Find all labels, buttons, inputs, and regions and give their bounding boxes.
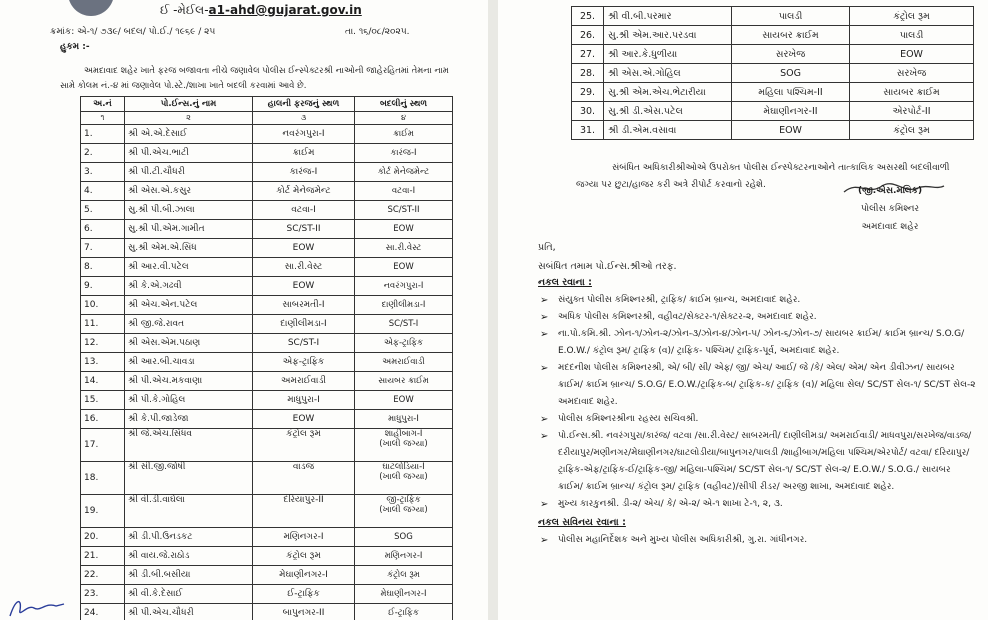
transfer-posting: સાયબર ક્રાઈમ	[850, 83, 974, 102]
transfer-place: વટવા-I	[391, 186, 416, 196]
current-posting: એફ-ટ્રાફિક	[253, 353, 355, 372]
handwritten-signature	[6, 596, 66, 620]
row-number: 21.	[81, 547, 125, 566]
current-posting: EOW	[253, 410, 355, 429]
transfer-place: એફ-ટ્રાફિક	[383, 338, 424, 348]
copy-recipient-text: પોલીસ મહાનિર્દેશક અને મુખ્ય પોલીસ અધિકારીશ્રી, ગુ.રા. ગાંધીનગર.	[558, 535, 808, 545]
table-row	[81, 296, 453, 315]
table-row	[81, 353, 453, 372]
officer-name: શ્રી એ.એ.દેસાઈ	[125, 125, 253, 144]
transfer-table-body	[81, 125, 453, 620]
officer-name: શ્રી એસ.એ.ગોહિલ	[604, 64, 732, 83]
officer-name: શ્રી સી.જી.જોષી	[125, 462, 253, 495]
transfer-posting	[355, 566, 453, 585]
transfer-posting	[355, 604, 453, 620]
transfer-place: નવરંગપુરા-I	[383, 281, 424, 291]
copy2-heading: નકલ સવિનય રવાના :	[538, 517, 626, 528]
current-posting: સરખેજ	[732, 45, 850, 64]
col-number: ૨	[125, 112, 253, 125]
officer-name: શ્રી કે.એ.ગઢવી	[125, 277, 253, 296]
officer-name: શ્રી ડી.એમ.વસાવા	[604, 121, 732, 140]
row-number: 19.	[81, 495, 125, 528]
row-number: 20.	[81, 528, 125, 547]
current-posting: દરિયાપુર-II	[253, 495, 355, 528]
current-posting: ઈ-ટ્રાફિક	[253, 585, 355, 604]
col-header-transfer: બદલીનું સ્થળ	[355, 97, 453, 112]
table-row	[81, 410, 453, 429]
copy-recipient-text: પો.ઈન્સ.શ્રી. નવરંગપુરા/કારંજ/ વટવા /સા.રી.વેસ્ટ/ સાબરમતી/ દાણીલીમડા/ અમરાઈવાડી/ માધવપુરા/સરખેજ/વાડજ/દરીયાપુર/મણીનગર/મેઘાણીનગર/ઘાટલોડીયા/બાપુનગર/પાલડી /શાહીબાગ/મહિલા પશ્ચિમ/એરપોર્ટ/ વટવા/ દરિયાપુર/ ટ્રાફિક-એફ/ટ્રાફિક-ઈ/ટ્રાફિક-જી/ મહિલા-પશ્ચિમ/ SC/ST સેલ-૧/ SC/ST સેલ-૨/ E.O.W./ S.O.G./ સાયબર ક્રાઈમ/ ક્રાઈમ બ્રાન્ચ/ કંટ્રોલ રૂમ/ ટ્રાફિક (વહીવટ)/સીપી રીડર/ અરજી શાખા, અમદાવાદ શહેર.	[558, 431, 972, 492]
arrow-bullet-icon: ➢	[540, 535, 549, 546]
transfer-posting	[355, 334, 453, 353]
officer-name: શ્રી કે.પી.જાડેજા	[125, 410, 253, 429]
current-posting: બાપુનગર-II	[253, 604, 355, 620]
transfer-posting	[355, 495, 453, 528]
transfer-posting	[355, 239, 453, 258]
transfer-posting: કંટ્રોલ રૂમ	[850, 7, 974, 26]
transfer-table-continued-body	[572, 7, 974, 140]
transfer-posting: કંટ્રોલ રૂમ	[850, 121, 974, 140]
transfer-place: માધુપુરા-I	[388, 414, 419, 424]
copy-recipient-item	[538, 292, 978, 309]
table-row	[81, 429, 453, 462]
row-number: 18.	[81, 462, 125, 495]
officer-name: શ્રી પી.કે.ગોહિલ	[125, 391, 253, 410]
transfer-posting	[355, 585, 453, 604]
transfer-place: સા.રી.વેસ્ટ	[385, 243, 422, 253]
reference-number: ક્રમાંક: એ-૧/ ૭૩૯/ બદલ/ પો.ઈ./ ૧૯૬૯ / ૨૫	[50, 27, 216, 37]
transfer-posting: પાલડી	[850, 26, 974, 45]
transfer-posting	[355, 372, 453, 391]
copy-recipient-text: પોલીસ કમિશ્નરશ્રીના રહસ્ય સચિવશ્રી.	[558, 414, 699, 424]
row-number: 10.	[81, 296, 125, 315]
row-number: 1.	[81, 125, 125, 144]
row-number: 9.	[81, 277, 125, 296]
current-posting: કંટ્રોલ રૂમ	[253, 429, 355, 462]
transfer-posting	[355, 410, 453, 429]
transfer-place: SOG	[394, 532, 413, 542]
transfer-place: શાહીબાગ-I	[384, 429, 423, 439]
vacancy-note: (ખાલી જગ્યા)	[379, 472, 428, 482]
table-row	[81, 334, 453, 353]
current-posting: દાણીલીમડા-I	[253, 315, 355, 334]
copy-recipient-item	[538, 428, 978, 496]
transfer-posting	[355, 315, 453, 334]
table-row	[81, 566, 453, 585]
prati-label: પ્રતિ,	[538, 242, 556, 253]
copy-recipient-text: ના.પો.કમિ.શ્રી. ઝોન-૧/ઝોન-૨/ઝોન-૩/ઝોન-૪/ઝોન-૫/ ઝોન-૬/ઝોન-૭/ સાયબર ક્રાઈમ/ ક્રાઈમ બ્રાન્ચ/ S.O.G/ E.O.W./ કંટ્રોલ રૂમ/ ટ્રાફિક (વ)/ ટ્રાફિક- પશ્ચિમ/ ટ્રાફિક-પૂર્વ, અમદાવાદ શહેર.	[558, 329, 965, 356]
col-number: ૪	[355, 112, 453, 125]
transfer-posting	[355, 462, 453, 495]
officer-name: શ્રી એચ.એન.પટેલ	[125, 296, 253, 315]
officer-name: શ્રી જી.જે.રાવત	[125, 315, 253, 334]
table-number-row	[81, 112, 453, 125]
transfer-place: મેઘાણીનગર-I	[380, 589, 427, 599]
row-number: 27.	[572, 45, 604, 64]
col-header-name: પો.ઈન્સ.નું નામ	[125, 97, 253, 112]
transfer-posting	[355, 391, 453, 410]
transfer-place: ઘાટલોડિયા-I	[382, 462, 425, 472]
transfer-place: કારંજ-I	[390, 148, 417, 158]
table-row	[572, 83, 974, 102]
table-row	[81, 462, 453, 495]
signatory-title: પોલીસ કમિશ્નર	[860, 204, 920, 214]
row-number: 30.	[572, 102, 604, 121]
row-number: 25.	[572, 7, 604, 26]
table-row	[81, 182, 453, 201]
order-intro: અમદાવાદ શહેર ખાતે ફરજ બજાવતા નીચે જણાવેલ પોલીસ ઈન્સ્પેક્ટરશ્રી નાઓની જાહેરહિતમાં તેમના નામ સામે કોલમ નં.-૪ માં જણાવેલ પો.સ્ટે./શાખા ખાતે બદલી કરવામાં આવે છે.	[60, 66, 449, 91]
officer-name: શ્રી વી.કે.દેસાઈ	[125, 585, 253, 604]
transfer-place: SC/ST-I	[388, 319, 419, 329]
officer-name: સુ.શ્રી એમ.એ.સિંધ	[125, 239, 253, 258]
transfer-place: ક્રાઈમ	[393, 129, 414, 139]
row-number: 3.	[81, 163, 125, 182]
transfer-place: મણિનગર-I	[384, 551, 423, 561]
current-posting: મેઘાણીનગર-II	[732, 102, 850, 121]
transfer-posting	[355, 144, 453, 163]
row-number: 2.	[81, 144, 125, 163]
copy-recipient-text: મદદનીશ પોલીસ કમિશ્નરશ્રી, એ/ બી/ સી/ એફ/ જી/ એચ/ આઈ/ જે /કે/ એલ/ એમ/ એન ડીવીઝન/ સાયબર ક્રાઈમ/ ક્રાઈમ બ્રાન્ચ/ S.O.G/ E.O.W./ટ્રાફિક-બ/ ટ્રાફિક-ક/ ટ્રાફિક (વ)/ મહિલા સેલ/ SC/ST સેલ-૧/ SC/ST સેલ-૨ અમદાવાદ શહેર.	[558, 363, 976, 407]
transfer-posting	[355, 258, 453, 277]
row-number: 12.	[81, 334, 125, 353]
table-row	[81, 604, 453, 620]
email-prefix: ઈ -મેઈલ-	[160, 3, 209, 17]
copy-recipient-text: મુખ્ય કારકુનશ્રી. ડી-૨/ એચ/ કે/ એ-૨/ એ-૧ શાખા ટે-૧, ૨, ૩.	[558, 499, 783, 509]
arrow-bullet-icon: ➢	[540, 312, 549, 323]
transfer-place: EOW	[393, 224, 414, 234]
order-label: હુકમ :-	[60, 42, 90, 52]
row-number: 22.	[81, 566, 125, 585]
transfer-posting: એરપોર્ટ-II	[850, 102, 974, 121]
transfer-posting	[355, 528, 453, 547]
transfer-posting	[355, 277, 453, 296]
transfer-place: અમરાઈવાડી	[382, 357, 425, 367]
officer-name: શ્રી એસ.એમ.પઠાણ	[125, 334, 253, 353]
current-posting: SOG	[732, 64, 850, 83]
table-row	[81, 125, 453, 144]
transfer-table-continued	[571, 6, 974, 140]
table-row	[81, 220, 453, 239]
table-row	[81, 528, 453, 547]
row-number: 16.	[81, 410, 125, 429]
officer-name: શ્રી આર.કે.ધુળીયા	[604, 45, 732, 64]
transfer-place: EOW	[393, 395, 414, 405]
row-number: 28.	[572, 64, 604, 83]
transfer-posting	[355, 547, 453, 566]
arrow-bullet-icon: ➢	[540, 499, 549, 510]
copy-recipient-item	[538, 496, 978, 513]
officer-name: શ્રી વી.ડી.વાઘેલા	[125, 495, 253, 528]
transfer-posting: સરખેજ	[850, 64, 974, 83]
copy-recipient-list	[538, 274, 978, 549]
col-header-current: હાલની ફરજનું સ્થળ	[253, 97, 355, 112]
addressee-block	[538, 238, 677, 276]
page-gutter	[488, 0, 498, 620]
arrow-bullet-icon: ➢	[540, 431, 549, 442]
closing-instruction: સંબંધિત અધિકારીશ્રીઓએ ઉપરોક્ત પોલીસ ઈન્સ્પેક્ટરનાઓને તાત્કાલિક અસરથી બદલીવાળી જગ્યા પર છુટા/હાજર કરી અત્રે રીપોર્ટ કરવાનો રહેશે.	[576, 163, 950, 190]
current-posting: સાયબર ક્રાઈમ	[732, 26, 850, 45]
table-row	[81, 144, 453, 163]
officer-name: શ્રી પી.એચ.મકવાણા	[125, 372, 253, 391]
transfer-posting	[355, 429, 453, 462]
arrow-bullet-icon: ➢	[540, 329, 549, 340]
officer-name: સુ.શ્રી એમ.આર.પરડવા	[604, 26, 732, 45]
table-row	[81, 315, 453, 334]
officer-name: શ્રી આર.વી.પટેલ	[125, 258, 253, 277]
arrow-bullet-icon: ➢	[540, 363, 549, 374]
officer-name: સુ.શ્રી એમ.એચ.ભેટારીયા	[604, 83, 732, 102]
transfer-posting	[355, 201, 453, 220]
officer-name: સુ.શ્રી ડી.એસ.પટેલ	[604, 102, 732, 121]
row-number: 5.	[81, 201, 125, 220]
current-posting: સાબરમતી-I	[253, 296, 355, 315]
transfer-posting	[355, 296, 453, 315]
row-number: 23.	[81, 585, 125, 604]
table-row	[81, 258, 453, 277]
row-number: 26.	[572, 26, 604, 45]
arrow-bullet-icon: ➢	[540, 414, 549, 425]
copy-recipient-item	[538, 309, 978, 326]
current-posting: મહિલા પશ્ચિમ-II	[732, 83, 850, 102]
transfer-place: EOW	[393, 262, 414, 272]
transfer-place: દાણીલીમડા-I	[381, 300, 426, 310]
copy-recipient-item	[538, 326, 978, 360]
current-posting: EOW	[253, 277, 355, 296]
current-posting: મેઘાણીનગર-I	[253, 566, 355, 585]
current-posting: કારંજ-I	[253, 163, 355, 182]
table-row	[81, 547, 453, 566]
table-row	[81, 201, 453, 220]
officer-name: શ્રી પી.ટી.ચૌધરી	[125, 163, 253, 182]
row-number: 8.	[81, 258, 125, 277]
current-posting: પાલડી	[732, 7, 850, 26]
signature-block	[858, 182, 922, 236]
transfer-place: કંટ્રોલ રૂમ	[387, 570, 420, 580]
transfer-posting	[355, 182, 453, 201]
transfer-posting	[355, 220, 453, 239]
transfer-place: કોર્ટ મેનેજમેન્ટ	[377, 167, 430, 177]
copy-recipient-item	[538, 360, 978, 411]
transfer-posting: EOW	[850, 45, 974, 64]
order-date: તા. ૧૬/૦૮/૨૦૨૫.	[345, 27, 410, 37]
current-posting: મણિનગર-I	[253, 528, 355, 547]
officer-name: શ્રી વાય.જે.રાઠોડ	[125, 547, 253, 566]
current-posting: EOW	[253, 239, 355, 258]
row-number: 31.	[572, 121, 604, 140]
row-number: 14.	[81, 372, 125, 391]
col-header-no: અ.નં	[81, 97, 125, 112]
copy-recipient-text: સંયુક્ત પોલીસ કમિશ્નરશ્રી, ટ્રાફિક/ ક્રાઈમ બ્રાન્ચ, અમદાવાદ શહેર.	[558, 295, 801, 305]
table-row	[81, 391, 453, 410]
row-number: 6.	[81, 220, 125, 239]
officer-name: સુ.શ્રી પી.એમ.ગામીત	[125, 220, 253, 239]
officer-name: શ્રી જે.એચ.સિંધવ	[125, 429, 253, 462]
signatory-name: (જી.એસ.મલિક)	[858, 186, 923, 196]
row-number: 11.	[81, 315, 125, 334]
copy-recipient-item	[538, 411, 978, 428]
transfer-posting	[355, 353, 453, 372]
transfer-place: સાયબર ક્રાઈમ	[378, 376, 429, 386]
officer-name: શ્રી પી.એચ.ભાટી	[125, 144, 253, 163]
copy-recipient-text: અધિક પોલીસ કમિશ્નરશ્રી, વહીવટ/સેક્ટર-૧/સેક્ટર-૨, અમદાવાદ શહેર.	[558, 312, 817, 322]
copy-heading-item	[538, 274, 978, 292]
row-number: 17.	[81, 429, 125, 462]
current-posting: SC/ST-II	[253, 220, 355, 239]
copy-heading: નકલ રવાના :	[538, 277, 592, 288]
right-page	[498, 0, 988, 620]
col-number: ૩	[253, 112, 355, 125]
officer-name: સુ.શ્રી પી.બી.ઝાલા	[125, 201, 253, 220]
table-row	[572, 64, 974, 83]
table-row	[81, 277, 453, 296]
signatory-city: અમદાવાદ શહેર	[861, 222, 919, 232]
row-number: 7.	[81, 239, 125, 258]
current-posting: SC/ST-I	[253, 334, 355, 353]
col-number: ૧	[81, 112, 125, 125]
transfer-place: ઈ-ટ્રાફિક	[388, 608, 419, 618]
copy2-heading-item	[538, 514, 978, 532]
transfer-posting	[355, 125, 453, 144]
vacancy-note: (ખાલી જગ્યા)	[379, 439, 428, 449]
transfer-table	[80, 96, 453, 620]
table-row	[572, 26, 974, 45]
row-number: 29.	[572, 83, 604, 102]
vacancy-note: (ખાલી જગ્યા)	[379, 505, 428, 515]
row-number: 24.	[81, 604, 125, 620]
current-posting: અમરાઈવાડી	[253, 372, 355, 391]
officer-name: શ્રી વી.બી.પરમાર	[604, 7, 732, 26]
table-row	[572, 45, 974, 64]
left-page	[0, 0, 488, 620]
row-number: 15.	[81, 391, 125, 410]
transfer-place: SC/ST-II	[387, 205, 420, 215]
arrow-bullet-icon: ➢	[540, 295, 549, 306]
row-number: 13.	[81, 353, 125, 372]
table-row	[81, 239, 453, 258]
table-row	[572, 7, 974, 26]
current-posting: સા.રી.વેસ્ટ	[253, 258, 355, 277]
transfer-posting	[355, 163, 453, 182]
current-posting: ક્રાઈમ	[253, 144, 355, 163]
current-posting: વાડજ	[253, 462, 355, 495]
officer-name: શ્રી પી.એચ.ચૌધરી	[125, 604, 253, 620]
table-row	[572, 102, 974, 121]
current-posting: EOW	[732, 121, 850, 140]
copy-recipient-item	[538, 532, 978, 549]
table-row	[81, 585, 453, 604]
officer-name: શ્રી ડી.પી.ઉનડકટ	[125, 528, 253, 547]
addressee-line: સબંધિત તમામ પો.ઈન્સ.શ્રીઓ તરફ.	[538, 261, 677, 272]
current-posting: નવરંગપુરા-I	[253, 125, 355, 144]
current-posting: કોર્ટ મેનેજમેન્ટ	[253, 182, 355, 201]
current-posting: માધુપુરા-I	[253, 391, 355, 410]
current-posting: કંટ્રોલ રૂમ	[253, 547, 355, 566]
email-line	[160, 3, 362, 18]
officer-name: શ્રી ડી.બી.બસીયા	[125, 566, 253, 585]
current-posting: વટવા-I	[253, 201, 355, 220]
email-link[interactable]: a1-ahd@gujarat.gov.in	[208, 3, 362, 17]
table-row	[572, 121, 974, 140]
row-number: 4.	[81, 182, 125, 201]
transfer-place: જી-ટ્રાફિક	[386, 495, 421, 505]
officer-name: શ્રી આર.બી.ચાવડા	[125, 353, 253, 372]
table-row	[81, 495, 453, 528]
table-header-row	[81, 97, 453, 112]
table-row	[81, 163, 453, 182]
table-row	[81, 372, 453, 391]
government-emblem	[68, 0, 114, 16]
officer-name: શ્રી એસ.એ.કસુર	[125, 182, 253, 201]
